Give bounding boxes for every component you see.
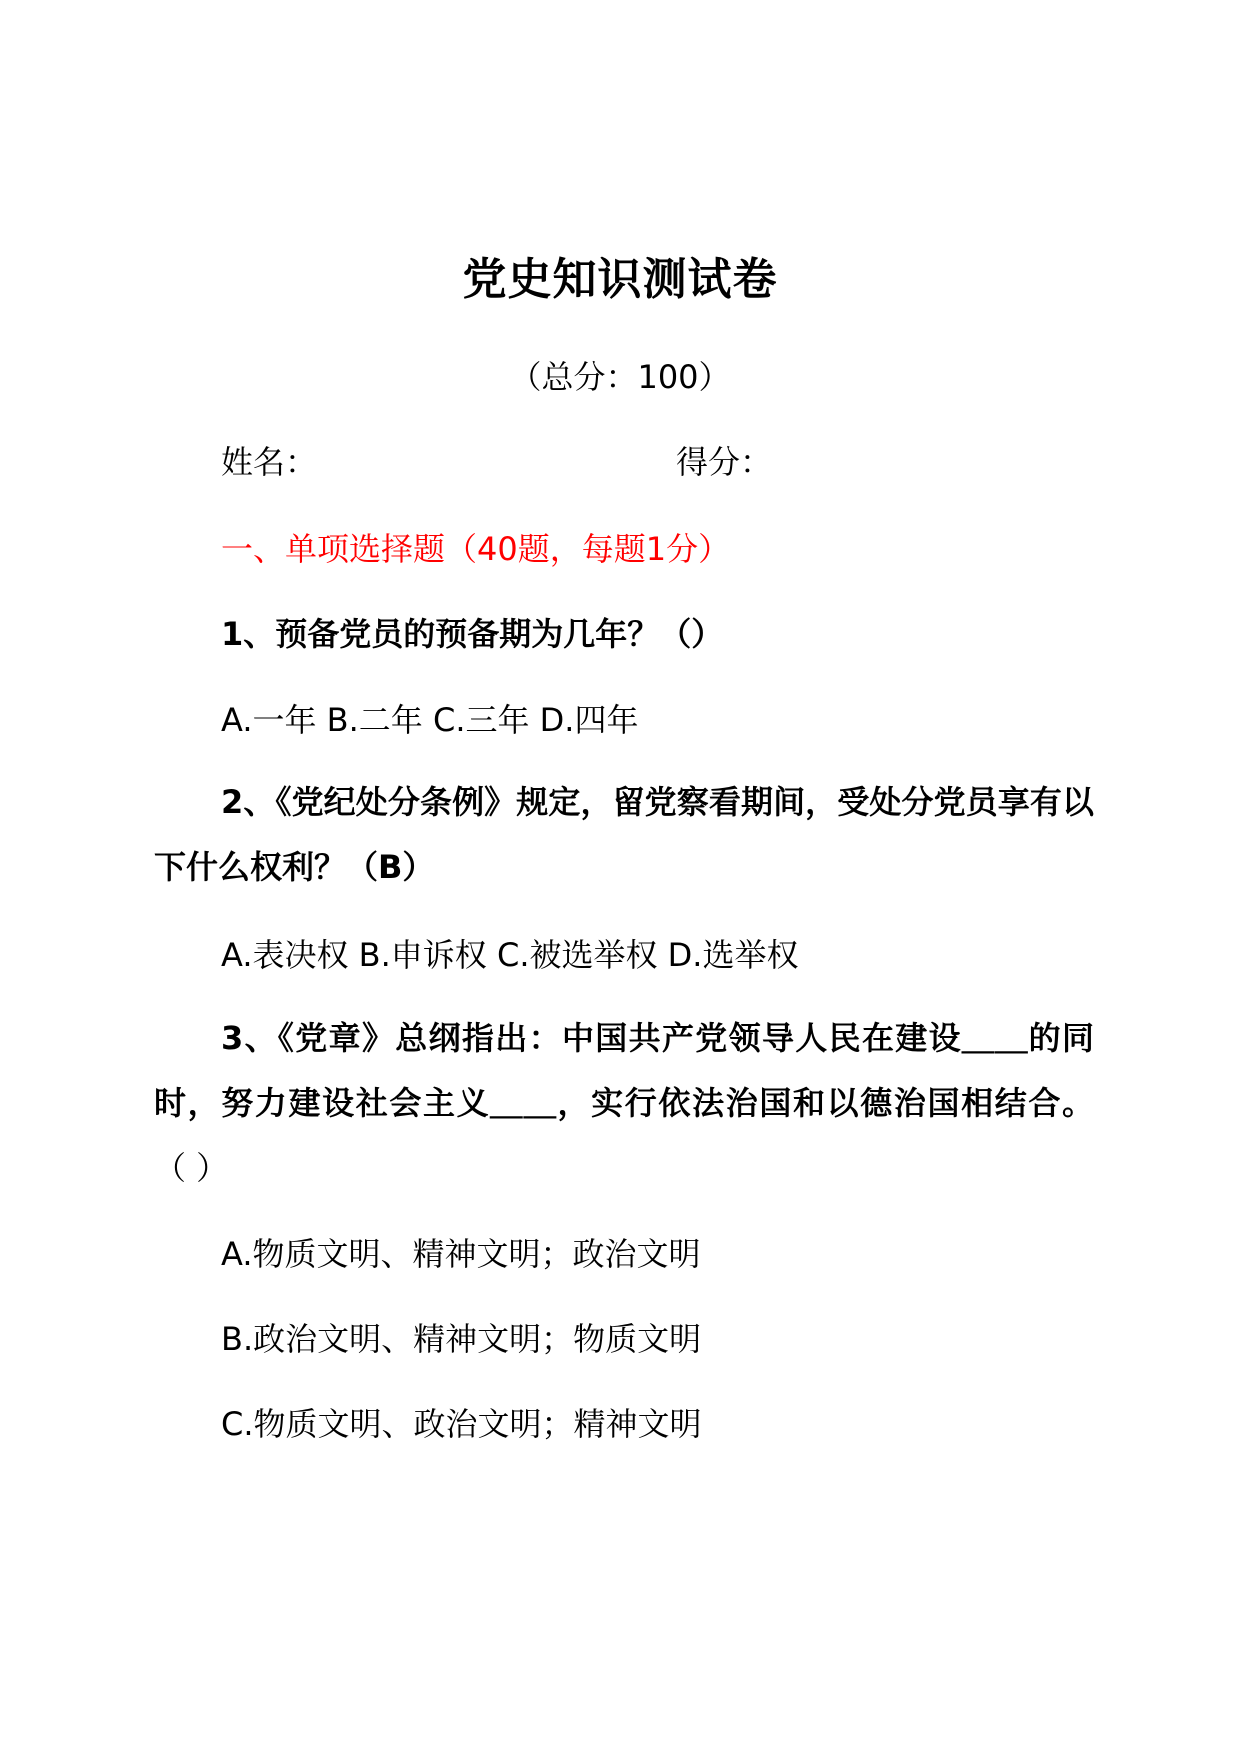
score-label: 得分： [676,443,773,481]
question-2-options: A.表决权 B.申诉权 C.被选举权 D.选举权 [221,936,799,974]
question-3-option-c: C.物质文明、政治文明；精神文明 [221,1405,702,1443]
question-3-option-a: A.物质文明、精神文明；政治文明 [221,1235,701,1273]
question-3-text [154,1006,1094,1201]
section-heading: 一、单项选择题（40题，每题1分） [221,530,731,568]
exam-title: 党史知识测试卷 [462,254,778,305]
question-3-option-b: B.政治文明、精神文明；物质文明 [221,1320,702,1358]
question-2-text: 2、《党纪处分条例》规定，留党察看期间，受处分党员享有以下什么权利？（B） [154,783,1094,886]
question-3-answer-blank: （ ） [154,1149,229,1187]
question-1-text: 1、预备党员的预备期为几年？（） [221,615,724,653]
total-score-note: （总分：100） [509,358,731,396]
question-3-stem: 3、《党章》总纲指出：中国共产党领导人民在建设＿＿的同时，努力建设社会主义＿＿，实行依法治国和以德治国相结合。 [154,1019,1094,1122]
name-label: 姓名： [221,443,318,481]
question-1-options: A.一年 B.二年 C.三年 D.四年 [221,701,639,739]
